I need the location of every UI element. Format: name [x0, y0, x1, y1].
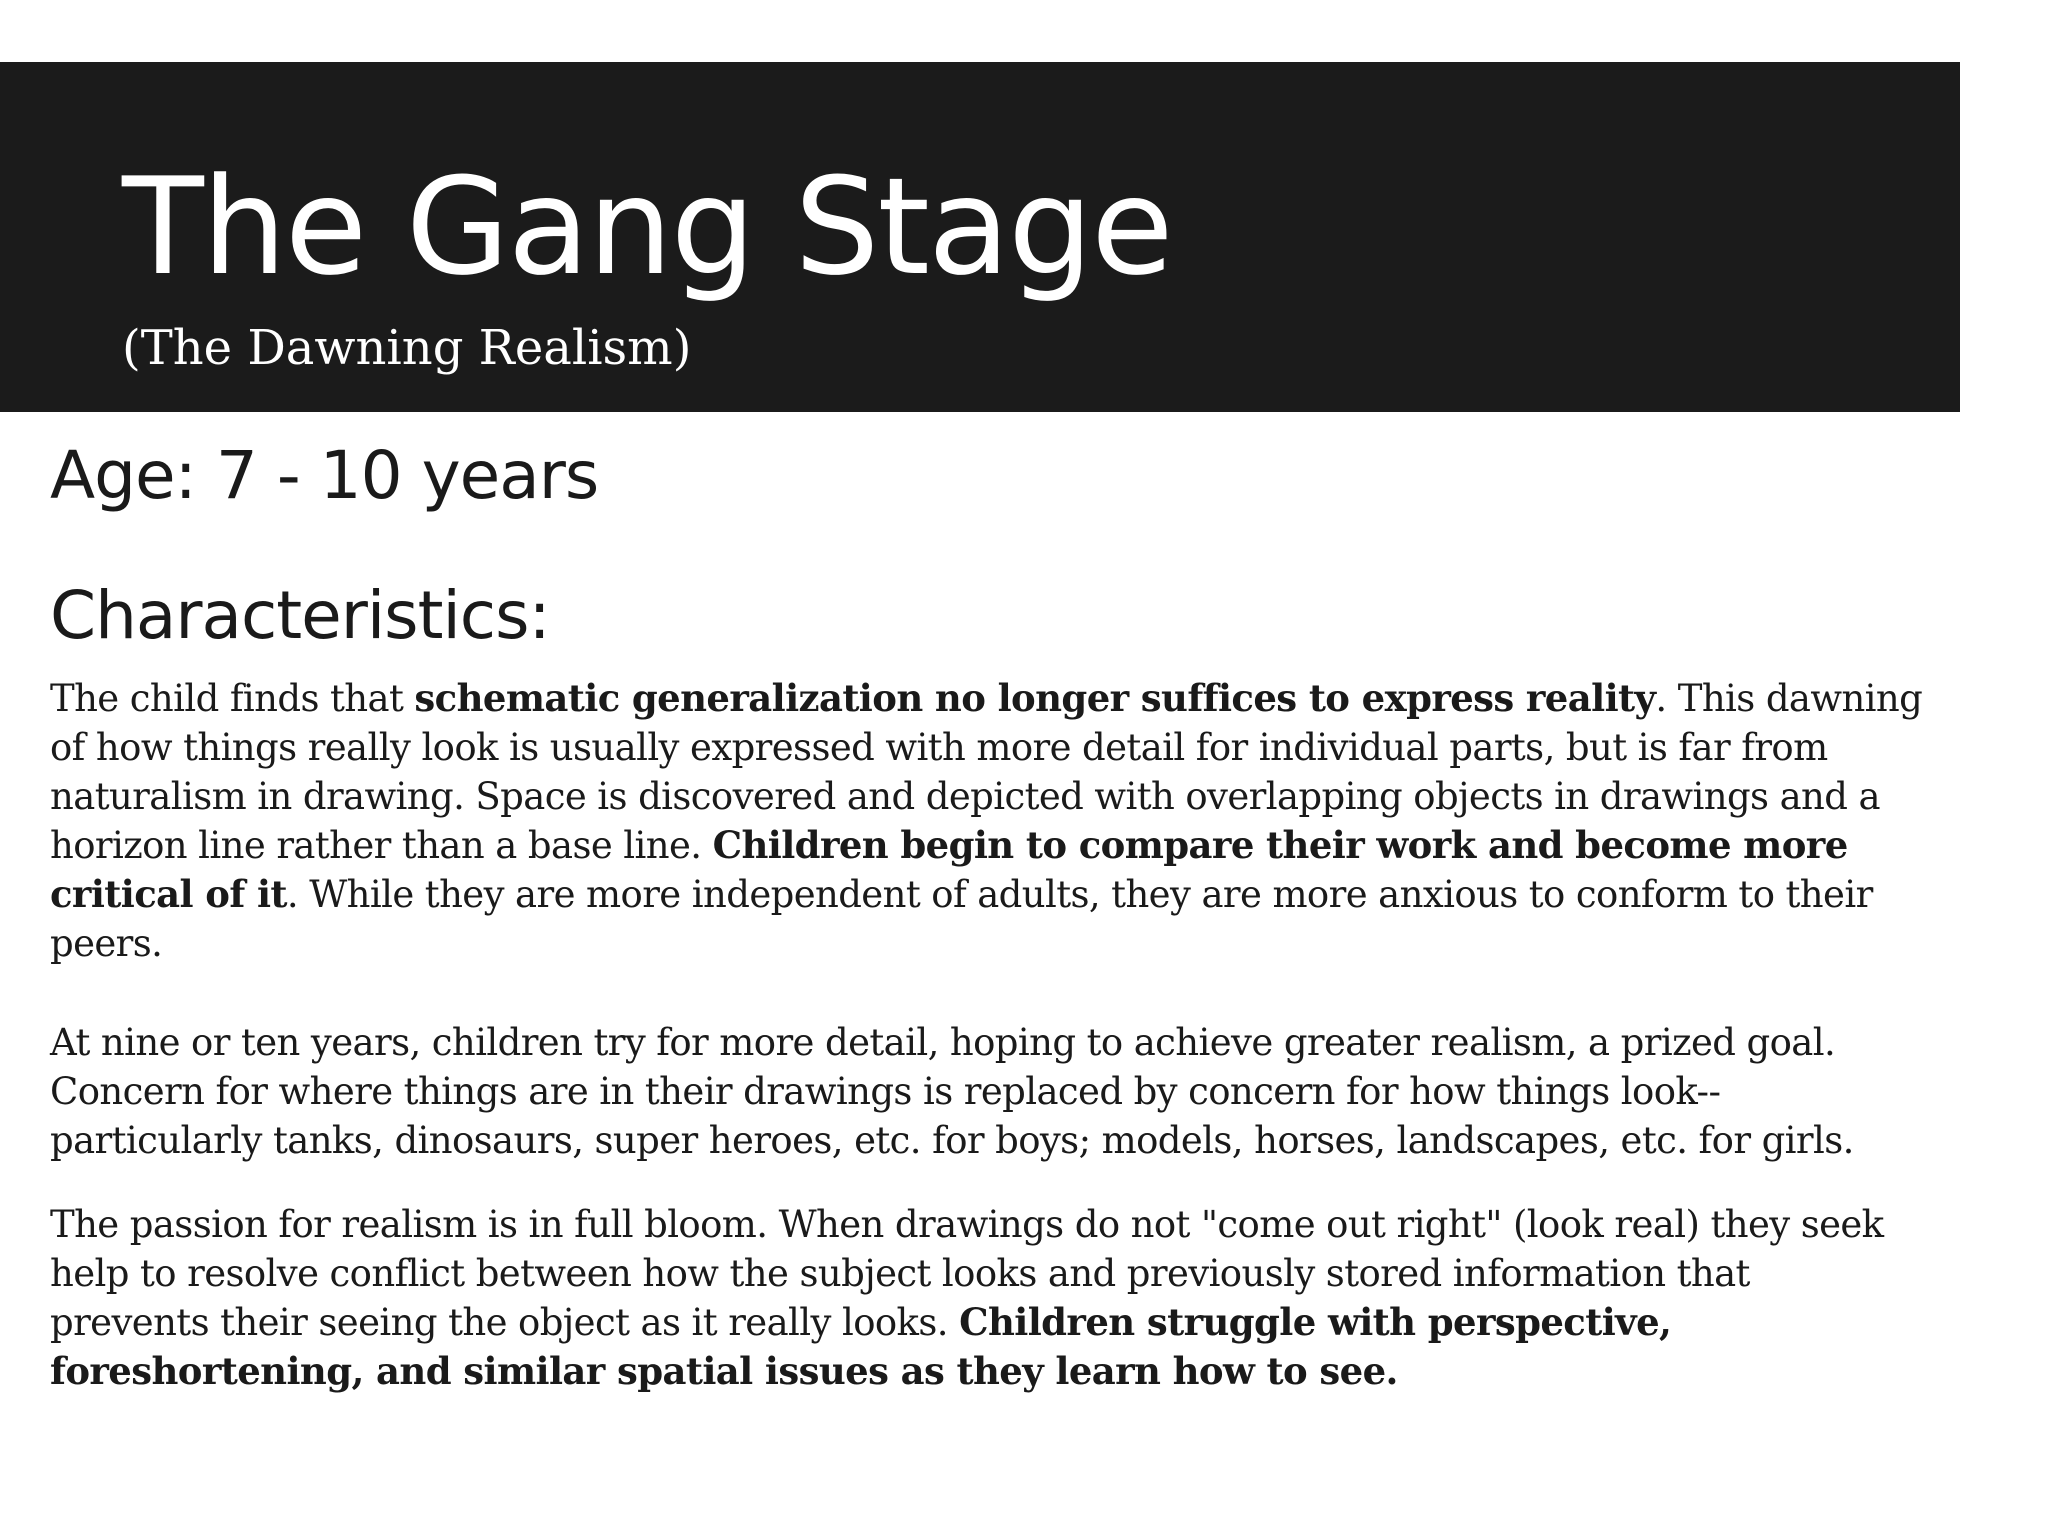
- paragraph-3-line-2: help to resolve conflict between how the subject looks and previously stored information that: [50, 1252, 1750, 1295]
- paragraph-1-line-3: naturalism in drawing. Space is discovered and depicted with overlapping objects in drawings and a: [50, 775, 1880, 818]
- text-run: . This dawning: [1655, 677, 1923, 720]
- paragraph-1-line-6: peers.: [50, 922, 163, 965]
- bold-run: foreshortening, and similar spatial issues as they learn how to see.: [50, 1349, 1398, 1393]
- paragraph-1-line-2: of how things really look is usually expressed with more detail for individual parts, but is far from: [50, 726, 1828, 769]
- text-run: The child finds that: [50, 677, 415, 720]
- text-run: . While they are more independent of adults, they are more anxious to conform to their: [286, 873, 1873, 916]
- text-run: horizon line rather than a base line.: [50, 824, 713, 867]
- page-subtitle: (The Dawning Realism): [122, 320, 692, 376]
- paragraph-1: [50, 674, 2010, 968]
- age-range: Age: 7 - 10 years: [50, 437, 599, 514]
- paragraph-1-line-4: [50, 821, 2010, 870]
- text-run: prevents their seeing the object as it really looks.: [50, 1301, 960, 1344]
- paragraph-2-line-1: At nine or ten years, children try for more detail, hoping to achieve greater realism, a prized goal.: [50, 1021, 1836, 1064]
- paragraph-2-line-3: particularly tanks, dinosaurs, super heroes, etc. for boys; models, horses, landscapes, etc. for girls.: [50, 1119, 1854, 1162]
- paragraph-3-line-3: [50, 1298, 2010, 1347]
- paragraph-2: [50, 1018, 2010, 1165]
- paragraph-2-line-2: Concern for where things are in their drawings is replaced by concern for how things look--: [50, 1070, 1721, 1113]
- page-title: The Gang Stage: [122, 149, 1172, 305]
- bold-run: critical of it: [50, 872, 287, 916]
- bold-run: schematic generalization no longer suffices to express reality: [414, 676, 1656, 720]
- paragraph-3: [50, 1200, 2010, 1396]
- characteristics-heading: Characteristics:: [50, 577, 550, 654]
- paragraph-1-line-1: [50, 674, 2010, 723]
- paragraph-3-line-4: [50, 1347, 2010, 1396]
- paragraph-3-line-1: The passion for realism is in full bloom. When drawings do not "come out right" (look real) they seek: [50, 1203, 1884, 1246]
- bold-run: Children struggle with perspective,: [959, 1300, 1672, 1344]
- paragraph-1-line-5: [50, 870, 2010, 919]
- bold-run: Children begin to compare their work and become more: [712, 823, 1848, 867]
